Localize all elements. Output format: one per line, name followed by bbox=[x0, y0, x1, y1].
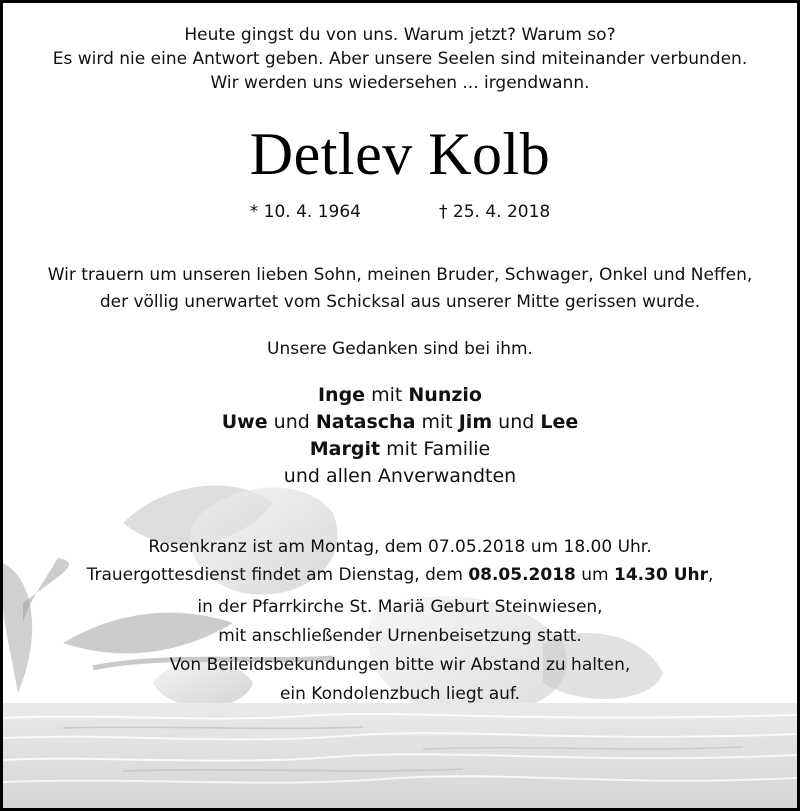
family-name: Margit bbox=[309, 438, 381, 460]
poem-line-2: Es wird nie eine Antwort geben. Aber unsere Seelen sind miteinander verbunden. bbox=[52, 49, 748, 69]
birth-date: * 10. 4. 1964 bbox=[249, 202, 361, 222]
mass-text: Trauergottesdienst findet am Dienstag, dem bbox=[86, 565, 469, 585]
family-line-2 bbox=[3, 411, 797, 433]
family-name: Uwe bbox=[221, 411, 268, 433]
family-name: Lee bbox=[540, 411, 579, 433]
mass-text: um bbox=[575, 565, 615, 585]
death-date: † 25. 4. 2018 bbox=[439, 202, 551, 222]
family-name: Inge bbox=[317, 384, 366, 406]
deceased-name: Detlev Kolb bbox=[249, 121, 551, 187]
family-name: Jim bbox=[458, 411, 493, 433]
condolence-book-line: ein Kondolenzbuch liegt auf. bbox=[279, 684, 521, 704]
life-dates bbox=[3, 202, 797, 222]
family-connector: und bbox=[492, 411, 541, 433]
family-line-1 bbox=[3, 384, 797, 406]
family-line-4: und allen Anverwandten bbox=[283, 465, 517, 487]
family-connector: und bbox=[267, 411, 316, 433]
family-name: Nunzio bbox=[408, 384, 482, 406]
family-connector: mit bbox=[365, 384, 409, 406]
family-connector: mit bbox=[415, 411, 459, 433]
mass-date: 08.05.2018 bbox=[468, 565, 576, 585]
condolence-line: Von Beileidsbekundungen bitte wir Abstand zu halten, bbox=[169, 655, 631, 675]
mourning-line-2: der völlig unerwartet vom Schicksal aus unserer Mitte gerissen wurde. bbox=[99, 292, 701, 312]
mass-line bbox=[3, 565, 797, 585]
poem-line-3: Wir werden uns wiedersehen ... irgendwann. bbox=[210, 73, 590, 93]
church-line: in der Pfarrkirche St. Mariä Geburt Steinwiesen, bbox=[197, 597, 603, 617]
thoughts-line: Unsere Gedanken sind bei ihm. bbox=[267, 339, 533, 359]
family-connector: mit Familie bbox=[380, 438, 491, 460]
urn-line: mit anschließender Urnenbeisetzung statt. bbox=[218, 626, 582, 646]
family-line-3 bbox=[3, 438, 797, 460]
mass-text: , bbox=[708, 565, 714, 585]
poem-line-1: Heute gingst du von uns. Warum jetzt? Warum so? bbox=[184, 25, 616, 45]
rosary-line: Rosenkranz ist am Montag, dem 07.05.2018 um 18.00 Uhr. bbox=[148, 537, 652, 557]
mourning-line-1: Wir trauern um unseren lieben Sohn, meinen Bruder, Schwager, Onkel und Neffen, bbox=[47, 265, 753, 285]
mass-time: 14.30 Uhr bbox=[614, 565, 708, 585]
family-name: Natascha bbox=[315, 411, 416, 433]
